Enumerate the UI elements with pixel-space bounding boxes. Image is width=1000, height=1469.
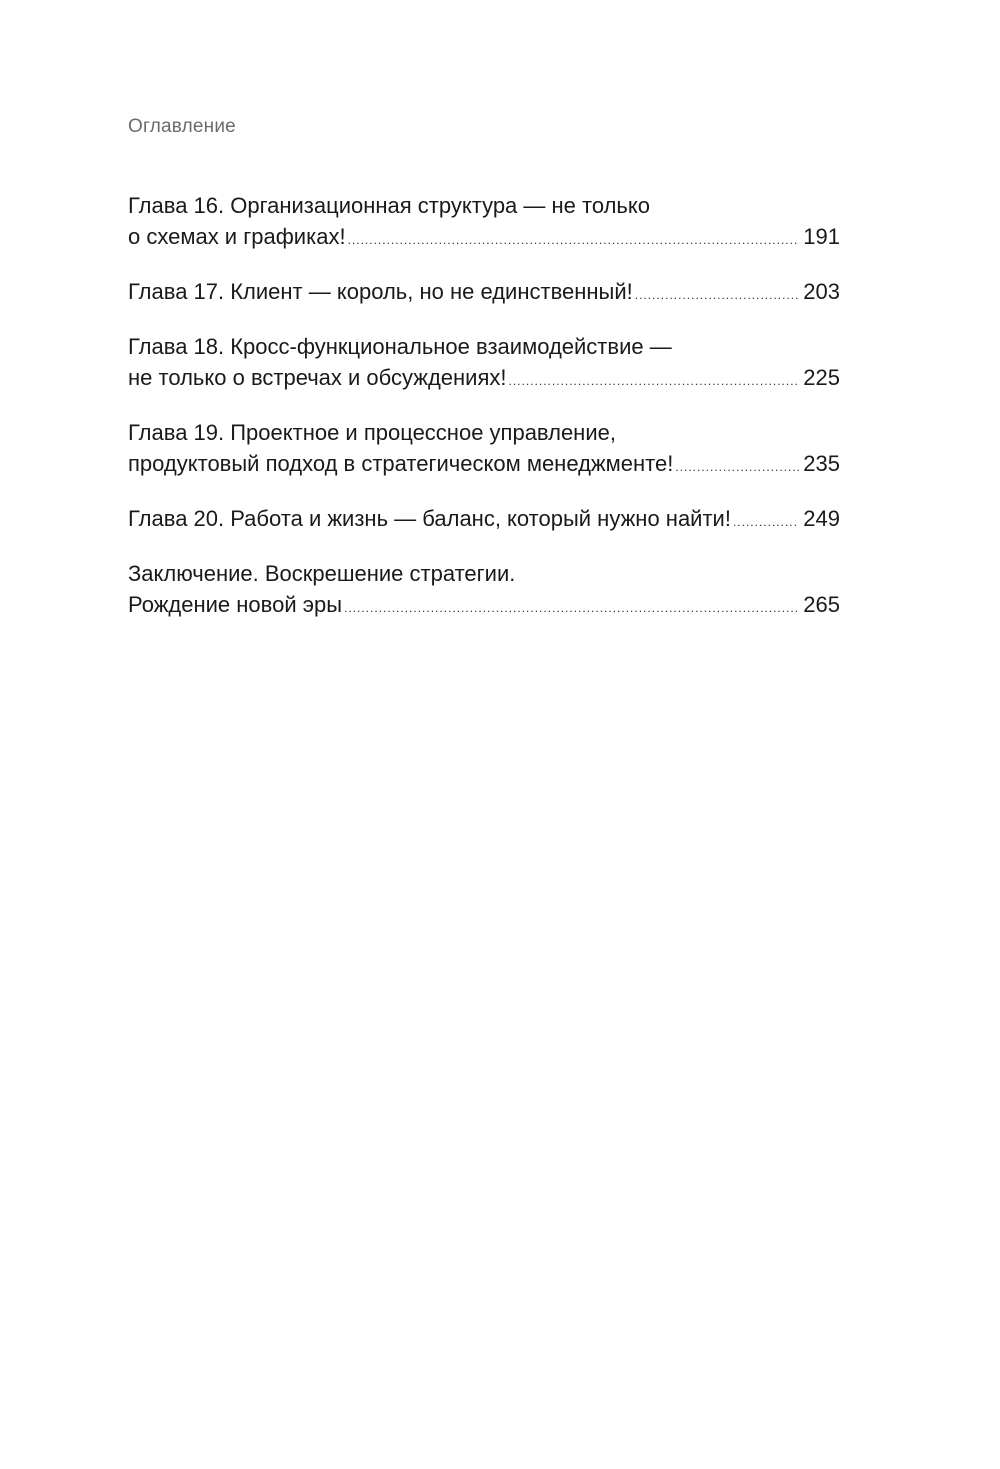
toc-entry-chapter-16 — [128, 190, 840, 256]
toc-entry-title-line: Глава 16. Организационная структура — не только — [128, 193, 650, 218]
toc-entry-conclusion — [128, 558, 840, 624]
toc-entry-title-line: Заключение. Воскрешение стратегии. — [128, 561, 516, 586]
toc-entry-last-line — [128, 589, 840, 624]
toc-entry-chapter-18 — [128, 331, 840, 397]
toc-entry-title-line: Глава 20. Работа и жизнь — баланс, который нужно найти! — [128, 506, 731, 531]
toc-entry-chapter-20 — [128, 503, 840, 538]
page-number: 235 — [803, 451, 840, 476]
toc-entry-last-line — [128, 503, 840, 538]
page-number: 249 — [803, 506, 840, 531]
toc-entry-title-line: не только о встречах и обсуждениях! — [128, 365, 507, 390]
page-number: 203 — [803, 279, 840, 304]
toc-entry-last-line — [128, 221, 840, 256]
dot-leader — [344, 593, 799, 624]
dot-leader — [348, 225, 800, 256]
toc-entry-last-line — [128, 362, 840, 397]
toc-entry-chapter-19 — [128, 417, 840, 483]
page-number: 265 — [803, 592, 840, 617]
running-head: Оглавление — [128, 116, 236, 137]
toc-entry-chapter-17 — [128, 276, 840, 311]
dot-leader — [675, 452, 799, 483]
page-number: 225 — [803, 365, 840, 390]
toc-entry-title-line: о схемах и графиках! — [128, 224, 346, 249]
dot-leader — [509, 366, 800, 397]
toc-entry-last-line — [128, 276, 840, 311]
toc-entry-last-line — [128, 448, 840, 483]
toc-entry-title-line: Рождение новой эры — [128, 592, 343, 617]
toc-entry-title-line: Глава 17. Клиент — король, но не единственный! — [128, 279, 633, 304]
table-of-contents — [128, 190, 840, 644]
dot-leader — [733, 507, 799, 538]
toc-entry-title-line: продуктовый подход в стратегическом менеджменте! — [128, 451, 674, 476]
toc-entry-title-line: Глава 18. Кросс-функциональное взаимодействие — — [128, 334, 672, 359]
page-number: 191 — [803, 224, 840, 249]
dot-leader — [635, 280, 800, 311]
toc-entry-title-line: Глава 19. Проектное и процессное управление, — [128, 420, 616, 445]
